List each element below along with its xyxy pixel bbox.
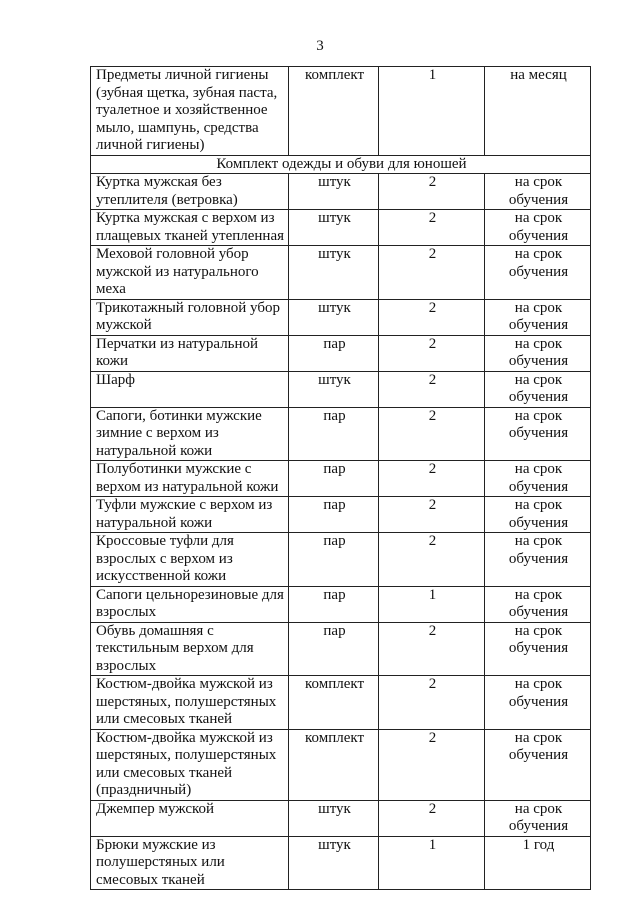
unit-cell: комплект (289, 729, 379, 800)
norms-table (90, 66, 591, 890)
table-row (91, 371, 591, 407)
quantity-cell: 2 (379, 210, 485, 246)
item-name-cell: Куртка мужская с верхом из плащевых тканей утепленная (91, 210, 289, 246)
table-row (91, 622, 591, 676)
term-cell: на срок обучения (485, 210, 591, 246)
item-name-cell: Туфли мужские с верхом из натуральной кожи (91, 497, 289, 533)
item-name-cell: Трикотажный головной убор мужской (91, 299, 289, 335)
term-cell: на срок обучения (485, 497, 591, 533)
item-name-cell: Куртка мужская без утеплителя (ветровка) (91, 174, 289, 210)
item-name-cell: Костюм-двойка мужской из шерстяных, полушерстяных или смесовых тканей (праздничный) (91, 729, 289, 800)
quantity-cell: 2 (379, 533, 485, 587)
item-name-cell: Джемпер мужской (91, 800, 289, 836)
term-cell: на месяц (485, 67, 591, 156)
table-row (91, 800, 591, 836)
unit-cell: штук (289, 800, 379, 836)
unit-cell: пар (289, 586, 379, 622)
term-cell: на срок обучения (485, 246, 591, 300)
section-title: Комплект одежды и обуви для юношей (91, 155, 591, 174)
term-cell: на срок обучения (485, 676, 591, 730)
unit-cell: штук (289, 210, 379, 246)
quantity-cell: 2 (379, 407, 485, 461)
quantity-cell: 2 (379, 800, 485, 836)
table-row (91, 335, 591, 371)
item-name-cell: Кроссовые туфли для взрослых с верхом из искусственной кожи (91, 533, 289, 587)
unit-cell: штук (289, 299, 379, 335)
quantity-cell: 1 (379, 836, 485, 890)
term-cell: на срок обучения (485, 622, 591, 676)
item-name-cell: Полуботинки мужские с верхом из натуральной кожи (91, 461, 289, 497)
unit-cell: пар (289, 622, 379, 676)
item-name-cell: Сапоги, ботинки мужские зимние с верхом из натуральной кожи (91, 407, 289, 461)
unit-cell: штук (289, 174, 379, 210)
item-name-cell: Сапоги цельнорезиновые для взрослых (91, 586, 289, 622)
norms-table-body (91, 67, 591, 890)
item-name-cell: Брюки мужские из полушерстяных или смесовых тканей (91, 836, 289, 890)
section-header-row (91, 155, 591, 174)
quantity-cell: 2 (379, 729, 485, 800)
unit-cell: пар (289, 335, 379, 371)
table-row (91, 246, 591, 300)
table-row (91, 497, 591, 533)
table-row (91, 676, 591, 730)
quantity-cell: 2 (379, 174, 485, 210)
table-row (91, 836, 591, 890)
unit-cell: комплект (289, 67, 379, 156)
quantity-cell: 2 (379, 371, 485, 407)
quantity-cell: 2 (379, 622, 485, 676)
term-cell: на срок обучения (485, 586, 591, 622)
term-cell: на срок обучения (485, 407, 591, 461)
item-name-cell: Предметы личной гигиены (зубная щетка, зубная паста, туалетное и хозяйственное мыло, шампунь, средства личной гигиены) (91, 67, 289, 156)
table-row (91, 210, 591, 246)
item-name-cell: Костюм-двойка мужской из шерстяных, полушерстяных или смесовых тканей (91, 676, 289, 730)
item-name-cell: Меховой головной убор мужской из натурального меха (91, 246, 289, 300)
quantity-cell: 2 (379, 246, 485, 300)
table-row (91, 67, 591, 156)
quantity-cell: 2 (379, 676, 485, 730)
unit-cell: комплект (289, 676, 379, 730)
quantity-cell: 1 (379, 67, 485, 156)
table-row (91, 174, 591, 210)
item-name-cell: Перчатки из натуральной кожи (91, 335, 289, 371)
table-row (91, 586, 591, 622)
quantity-cell: 2 (379, 461, 485, 497)
item-name-cell: Шарф (91, 371, 289, 407)
term-cell: на срок обучения (485, 335, 591, 371)
item-name-cell: Обувь домашняя с текстильным верхом для взрослых (91, 622, 289, 676)
term-cell: на срок обучения (485, 371, 591, 407)
unit-cell: штук (289, 836, 379, 890)
quantity-cell: 2 (379, 497, 485, 533)
unit-cell: штук (289, 246, 379, 300)
quantity-cell: 1 (379, 586, 485, 622)
term-cell: на срок обучения (485, 533, 591, 587)
unit-cell: пар (289, 407, 379, 461)
term-cell: на срок обучения (485, 800, 591, 836)
table-row (91, 407, 591, 461)
quantity-cell: 2 (379, 299, 485, 335)
table-row (91, 299, 591, 335)
page-number: 3 (316, 38, 324, 54)
term-cell: на срок обучения (485, 174, 591, 210)
term-cell: на срок обучения (485, 461, 591, 497)
term-cell: на срок обучения (485, 729, 591, 800)
unit-cell: пар (289, 497, 379, 533)
quantity-cell: 2 (379, 335, 485, 371)
unit-cell: пар (289, 533, 379, 587)
term-cell: на срок обучения (485, 299, 591, 335)
table-row (91, 461, 591, 497)
unit-cell: штук (289, 371, 379, 407)
table-row (91, 729, 591, 800)
unit-cell: пар (289, 461, 379, 497)
term-cell: 1 год (485, 836, 591, 890)
table-row (91, 533, 591, 587)
